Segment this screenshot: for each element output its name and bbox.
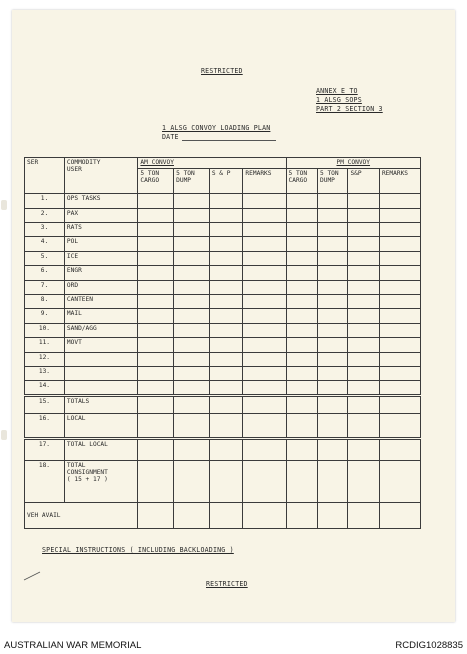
entry-cell xyxy=(174,366,210,380)
entry-cell xyxy=(318,352,348,366)
ser-cell: 13. xyxy=(25,366,65,380)
table-row xyxy=(25,294,421,308)
entry-cell xyxy=(209,460,243,503)
entry-cell xyxy=(379,366,420,380)
commodity-cell: ICE xyxy=(64,251,138,265)
entry-cell xyxy=(318,323,348,337)
entry-cell xyxy=(174,294,210,308)
entry-cell xyxy=(379,208,420,222)
entry-cell xyxy=(348,223,380,237)
commodity-cell: TOTAL LOCAL xyxy=(64,439,138,460)
entry-cell xyxy=(174,223,210,237)
entry-cell xyxy=(209,323,243,337)
commodity-cell: PAX xyxy=(64,208,138,222)
table-row xyxy=(25,208,421,222)
classification-top: RESTRICTED xyxy=(201,67,243,75)
entry-cell xyxy=(138,413,174,439)
commodity-cell: TOTALS xyxy=(64,395,138,413)
entry-cell xyxy=(379,194,420,208)
entry-cell xyxy=(243,366,286,380)
entry-cell xyxy=(243,251,286,265)
entry-cell xyxy=(209,395,243,413)
entry-cell xyxy=(243,194,286,208)
entry-cell xyxy=(379,460,420,503)
entry-cell xyxy=(318,366,348,380)
entry-cell xyxy=(209,309,243,323)
entry-cell xyxy=(138,381,174,395)
entry-cell xyxy=(286,413,318,439)
entry-cell xyxy=(348,460,380,503)
entry-cell xyxy=(243,323,286,337)
entry-cell xyxy=(243,395,286,413)
entry-cell xyxy=(318,266,348,280)
table-row xyxy=(25,439,421,460)
entry-cell xyxy=(243,460,286,503)
entry-cell xyxy=(209,237,243,251)
entry-cell xyxy=(174,208,210,222)
date-label: DATE xyxy=(162,133,179,141)
commodity-header: COMMODITY USER xyxy=(64,158,138,194)
entry-cell xyxy=(318,280,348,294)
punch-hole xyxy=(1,430,7,440)
archive-name: AUSTRALIAN WAR MEMORIAL xyxy=(4,640,142,651)
entry-cell xyxy=(318,208,348,222)
commodity-cell xyxy=(64,381,138,395)
ser-cell: 16. xyxy=(25,413,65,439)
sub-header: 5 TON DUMP xyxy=(174,168,210,194)
entry-cell xyxy=(379,251,420,265)
entry-cell xyxy=(348,439,380,460)
punch-hole xyxy=(1,200,7,210)
form-title: 1 ALSG CONVOY LOADING PLAN xyxy=(162,124,271,132)
sub-header: 5 TON CARGO xyxy=(286,168,318,194)
ser-cell: 5. xyxy=(25,251,65,265)
entry-cell xyxy=(318,338,348,352)
entry-cell xyxy=(286,208,318,222)
entry-cell xyxy=(379,352,420,366)
entry-cell xyxy=(209,194,243,208)
annex-line: 1 ALSG SOPS xyxy=(316,96,362,104)
table-row xyxy=(25,237,421,251)
entry-cell xyxy=(138,194,174,208)
ser-cell: 17. xyxy=(25,439,65,460)
entry-cell xyxy=(243,309,286,323)
entry-cell xyxy=(348,208,380,222)
entry-cell xyxy=(348,338,380,352)
entry-cell xyxy=(174,323,210,337)
table-row xyxy=(25,381,421,395)
entry-cell xyxy=(138,294,174,308)
entry-cell xyxy=(138,309,174,323)
entry-cell xyxy=(286,439,318,460)
entry-cell xyxy=(286,223,318,237)
entry-cell xyxy=(243,352,286,366)
entry-cell xyxy=(379,309,420,323)
entry-cell xyxy=(379,223,420,237)
entry-cell xyxy=(174,194,210,208)
pm-convoy-header: PM CONVOY xyxy=(286,158,421,169)
table-row xyxy=(25,395,421,413)
ser-header: SER xyxy=(25,158,65,194)
entry-cell xyxy=(209,381,243,395)
ser-cell: 15. xyxy=(25,395,65,413)
entry-cell xyxy=(209,208,243,222)
ser-cell: 9. xyxy=(25,309,65,323)
am-convoy-header: AM CONVOY xyxy=(138,158,286,169)
entry-cell xyxy=(318,460,348,503)
entry-cell xyxy=(379,280,420,294)
entry-cell xyxy=(209,266,243,280)
entry-cell xyxy=(348,366,380,380)
sub-header: S & P xyxy=(209,168,243,194)
sub-header: REMARKS xyxy=(243,168,286,194)
entry-cell xyxy=(379,323,420,337)
entry-cell xyxy=(243,413,286,439)
commodity-cell: LOCAL xyxy=(64,413,138,439)
table-row xyxy=(25,323,421,337)
entry-cell xyxy=(286,194,318,208)
ser-cell: 2. xyxy=(25,208,65,222)
date-line xyxy=(182,140,276,141)
ser-cell: 8. xyxy=(25,294,65,308)
sub-header: REMARKS xyxy=(379,168,420,194)
entry-cell xyxy=(286,381,318,395)
entry-cell xyxy=(318,223,348,237)
entry-cell xyxy=(209,280,243,294)
commodity-cell: CANTEEN xyxy=(64,294,138,308)
ser-cell: 1. xyxy=(25,194,65,208)
commodity-cell: OPS TASKS xyxy=(64,194,138,208)
ser-cell: 11. xyxy=(25,338,65,352)
entry-cell xyxy=(379,381,420,395)
entry-cell xyxy=(318,381,348,395)
pen-mark xyxy=(22,570,42,582)
entry-cell xyxy=(286,338,318,352)
entry-cell xyxy=(243,294,286,308)
annex-line: ANNEX E TO xyxy=(316,87,358,95)
ser-cell: 3. xyxy=(25,223,65,237)
entry-cell xyxy=(138,439,174,460)
entry-cell xyxy=(286,366,318,380)
classification-bottom: RESTRICTED xyxy=(206,580,248,588)
special-instructions: SPECIAL INSTRUCTIONS ( INCLUDING BACKLOADING ) xyxy=(42,546,234,554)
entry-cell xyxy=(243,381,286,395)
commodity-cell: TOTAL CONSIGNMENT ( 15 + 17 ) xyxy=(64,460,138,503)
entry-cell xyxy=(174,251,210,265)
ser-cell: 6. xyxy=(25,266,65,280)
commodity-cell: MAIL xyxy=(64,309,138,323)
entry-cell xyxy=(286,309,318,323)
entry-cell xyxy=(348,294,380,308)
ser-cell: 7. xyxy=(25,280,65,294)
entry-cell xyxy=(138,460,174,503)
entry-cell xyxy=(243,237,286,251)
entry-cell xyxy=(209,366,243,380)
entry-cell xyxy=(348,352,380,366)
sub-header: 5 TON CARGO xyxy=(138,168,174,194)
entry-cell xyxy=(174,280,210,294)
entry-cell xyxy=(286,251,318,265)
sub-header: S&P xyxy=(348,168,380,194)
ser-cell: 4. xyxy=(25,237,65,251)
ser-cell: 14. xyxy=(25,381,65,395)
ser-cell: 18. xyxy=(25,460,65,503)
commodity-cell: POL xyxy=(64,237,138,251)
commodity-cell: SAND/AGG xyxy=(64,323,138,337)
entry-cell xyxy=(379,338,420,352)
ser-cell: 10. xyxy=(25,323,65,337)
entry-cell xyxy=(318,294,348,308)
entry-cell xyxy=(138,223,174,237)
entry-cell xyxy=(318,439,348,460)
commodity-cell xyxy=(64,352,138,366)
entry-cell xyxy=(174,395,210,413)
entry-cell xyxy=(348,395,380,413)
entry-cell xyxy=(138,208,174,222)
entry-cell xyxy=(348,194,380,208)
entry-cell xyxy=(379,395,420,413)
entry-cell xyxy=(348,237,380,251)
sub-header: 5 TON DUMP xyxy=(318,168,348,194)
entry-cell xyxy=(138,280,174,294)
entry-cell xyxy=(174,439,210,460)
entry-cell xyxy=(348,251,380,265)
entry-cell xyxy=(209,413,243,439)
entry-cell xyxy=(348,309,380,323)
entry-cell xyxy=(138,266,174,280)
entry-cell xyxy=(243,280,286,294)
entry-cell xyxy=(138,395,174,413)
entry-cell xyxy=(379,413,420,439)
entry-cell xyxy=(174,413,210,439)
entry-cell xyxy=(209,251,243,265)
entry-cell xyxy=(243,223,286,237)
entry-cell xyxy=(379,237,420,251)
entry-cell xyxy=(138,251,174,265)
entry-cell xyxy=(379,294,420,308)
table-row xyxy=(25,223,421,237)
entry-cell xyxy=(318,413,348,439)
entry-cell xyxy=(174,309,210,323)
entry-cell xyxy=(379,439,420,460)
entry-cell xyxy=(209,223,243,237)
entry-cell xyxy=(318,395,348,413)
loading-plan-table xyxy=(24,157,421,529)
entry-cell xyxy=(138,338,174,352)
table-row xyxy=(25,309,421,323)
entry-cell xyxy=(348,413,380,439)
entry-cell xyxy=(243,338,286,352)
entry-cell xyxy=(174,460,210,503)
entry-cell xyxy=(318,251,348,265)
entry-cell xyxy=(286,280,318,294)
table-row xyxy=(25,338,421,352)
entry-cell xyxy=(286,323,318,337)
ser-cell: 12. xyxy=(25,352,65,366)
entry-cell xyxy=(138,237,174,251)
commodity-cell xyxy=(64,366,138,380)
entry-cell xyxy=(209,294,243,308)
entry-cell xyxy=(348,280,380,294)
entry-cell xyxy=(286,395,318,413)
entry-cell xyxy=(286,294,318,308)
table-row xyxy=(25,413,421,439)
entry-cell xyxy=(174,381,210,395)
entry-cell xyxy=(138,366,174,380)
entry-cell xyxy=(286,352,318,366)
entry-cell xyxy=(209,352,243,366)
table-row xyxy=(25,280,421,294)
entry-cell xyxy=(379,266,420,280)
table-row xyxy=(25,352,421,366)
table-row xyxy=(25,266,421,280)
entry-cell xyxy=(174,352,210,366)
entry-cell xyxy=(318,309,348,323)
entry-cell xyxy=(243,208,286,222)
table-row xyxy=(25,366,421,380)
entry-cell xyxy=(243,266,286,280)
entry-cell xyxy=(286,237,318,251)
entry-cell xyxy=(174,338,210,352)
table-row xyxy=(25,251,421,265)
entry-cell xyxy=(138,352,174,366)
commodity-cell: ENGR xyxy=(64,266,138,280)
entry-cell xyxy=(286,266,318,280)
annex-line: PART 2 SECTION 3 xyxy=(316,105,383,113)
commodity-cell: RATS xyxy=(64,223,138,237)
entry-cell xyxy=(318,237,348,251)
entry-cell xyxy=(348,381,380,395)
entry-cell xyxy=(209,439,243,460)
entry-cell xyxy=(174,266,210,280)
entry-cell xyxy=(348,266,380,280)
commodity-cell: MOVT xyxy=(64,338,138,352)
entry-cell xyxy=(348,323,380,337)
entry-cell xyxy=(174,237,210,251)
commodity-cell: ORD xyxy=(64,280,138,294)
table-row xyxy=(25,460,421,503)
entry-cell xyxy=(209,338,243,352)
archive-id: RCDIG1028835 xyxy=(395,640,463,651)
entry-cell xyxy=(243,439,286,460)
entry-cell xyxy=(318,194,348,208)
entry-cell xyxy=(138,323,174,337)
entry-cell xyxy=(286,460,318,503)
veh-avail-label: VEH AVAIL xyxy=(25,503,138,529)
table-row xyxy=(25,194,421,208)
